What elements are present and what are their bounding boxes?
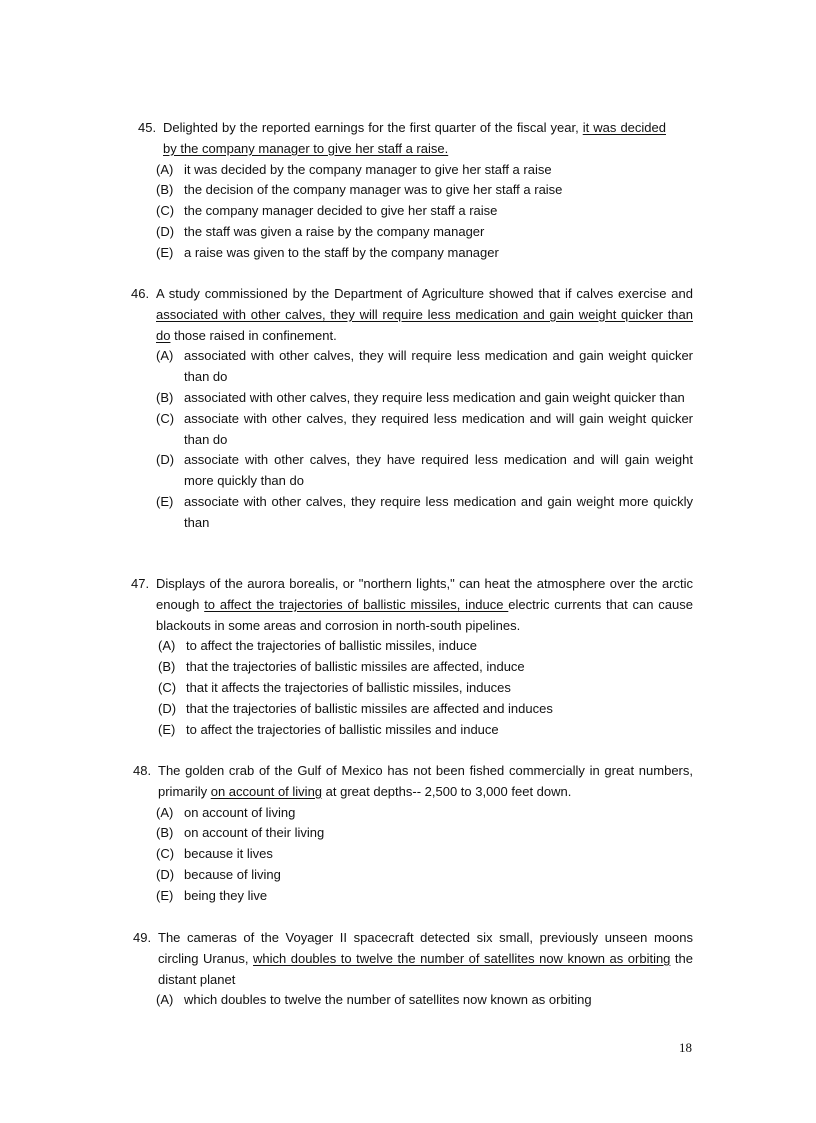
option-d: [156, 450, 693, 492]
question-48: [0, 761, 816, 907]
option-e: [156, 492, 693, 534]
options-list: [156, 346, 693, 533]
option-b: [156, 823, 693, 844]
option-letter: (E): [158, 721, 176, 737]
page-number: 18: [679, 1040, 692, 1055]
option-letter: (A): [156, 992, 174, 1008]
option-letter: (D): [156, 866, 175, 882]
stem-after: the distant planet: [158, 950, 694, 987]
stem-after: electric currents that can cause blackouts in some areas and corrosion in north-south pipelines.: [156, 596, 693, 633]
option-text: because of living: [184, 866, 281, 882]
stem-before: The cameras of the Voyager II spacecraft detected six small, previously unseen moons circling Uranus,: [158, 930, 693, 966]
stem-underlined: on account of living: [210, 783, 323, 799]
option-a: [156, 346, 693, 388]
stem-before: Displays of the aurora borealis, or "northern lights," can heat the atmosphere over the arctic enough: [156, 576, 693, 612]
option-e: [156, 243, 686, 264]
option-b: [158, 657, 693, 678]
option-letter: (B): [156, 825, 174, 841]
option-letter: (D): [156, 223, 175, 239]
question-49: [0, 928, 816, 1011]
option-text: the company manager decided to give her staff a raise: [184, 203, 498, 219]
option-text: associate with other calves, they have required less medication and will gain weight more quickly than do: [184, 452, 693, 489]
stem-underlined: it was decided by the company manager to give her staff a raise.: [163, 120, 666, 156]
option-text: the staff was given a raise by the company manager: [184, 223, 485, 239]
option-letter: (B): [156, 389, 174, 405]
stem-underlined: associated with other calves, they will require less medication and gain weight quicker than do: [156, 306, 693, 343]
option-text: associate with other calves, they required less medication and will gain weight quicker than do: [184, 410, 693, 447]
option-c: [158, 678, 693, 699]
question-number: 47.: [131, 576, 150, 591]
option-letter: (C): [156, 410, 175, 426]
option-d: [156, 865, 693, 886]
option-text: to affect the trajectories of ballistic missiles and induce: [186, 721, 499, 737]
option-letter: (D): [158, 700, 177, 716]
option-a: [156, 803, 693, 824]
option-b: [156, 180, 686, 201]
option-letter: (D): [156, 452, 175, 468]
option-letter: (C): [156, 203, 175, 219]
option-c: [156, 844, 693, 865]
stem-before: A study commissioned by the Department of Agriculture showed that if calves exercise and: [156, 286, 693, 301]
option-c: [156, 201, 686, 222]
option-d: [156, 222, 686, 243]
option-text: associated with other calves, they require less medication and gain weight quicker than: [184, 389, 685, 405]
options-list: [156, 160, 686, 264]
stem-before: Delighted by the reported earnings for the first quarter of the fiscal year,: [163, 120, 583, 135]
option-a: [158, 636, 693, 657]
stem-underlined: to affect the trajectories of ballistic missiles, induce: [204, 596, 509, 612]
stem-text: [131, 574, 693, 636]
option-letter: (E): [156, 244, 174, 260]
stem-before: The golden crab of the Gulf of Mexico has not been fished commercially in great numbers, primarily: [158, 763, 693, 799]
option-text: being they live: [184, 887, 268, 903]
option-text: on account of living: [184, 804, 296, 820]
option-e: [156, 886, 693, 907]
question-stem: [133, 761, 693, 803]
option-a: [156, 990, 693, 1011]
option-e: [158, 720, 693, 741]
question-stem: [131, 574, 693, 636]
question-number: 49.: [133, 930, 152, 945]
stem-after: at great depths-- 2,500 to 3,000 feet down.: [322, 783, 572, 799]
stem-after: those raised in confinement.: [170, 327, 337, 343]
stem-text: [138, 118, 666, 160]
option-letter: (A): [156, 348, 174, 364]
option-letter: (A): [156, 161, 174, 177]
option-text: a raise was given to the staff by the company manager: [184, 244, 499, 260]
option-letter: (B): [158, 659, 176, 675]
stem-text: [133, 928, 693, 990]
question-number: 45.: [138, 120, 157, 135]
option-letter: (C): [158, 679, 177, 695]
stem-text: [133, 761, 693, 803]
question-45: [0, 118, 816, 264]
options-list: [156, 803, 693, 907]
option-letter: (A): [158, 638, 176, 654]
options-list: [156, 990, 693, 1011]
options-list: [158, 636, 693, 740]
option-text: because it lives: [184, 846, 273, 862]
option-text: that the trajectories of ballistic missiles are affected and induces: [186, 700, 553, 716]
question-stem: [133, 928, 693, 990]
option-a: [156, 160, 686, 181]
question-46: [0, 284, 816, 534]
option-text: associate with other calves, they require less medication and gain weight more quickly than: [184, 493, 693, 530]
option-text: the decision of the company manager was to give her staff a raise: [184, 182, 563, 198]
option-text: which doubles to twelve the number of satellites now known as orbiting: [184, 992, 592, 1008]
option-letter: (E): [156, 493, 174, 509]
option-c: [156, 409, 693, 451]
option-text: it was decided by the company manager to give her staff a raise: [184, 161, 552, 177]
question-number: 48.: [133, 763, 152, 778]
option-text: that it affects the trajectories of ballistic missiles, induces: [186, 679, 511, 695]
option-letter: (A): [156, 804, 174, 820]
question-stem: [138, 118, 666, 160]
option-text: to affect the trajectories of ballistic missiles, induce: [186, 638, 477, 654]
question-stem: [131, 284, 693, 346]
option-letter: (C): [156, 846, 175, 862]
option-d: [158, 699, 693, 720]
option-text: associated with other calves, they will require less medication and gain weight quicker than do: [184, 348, 693, 385]
option-letter: (B): [156, 182, 174, 198]
stem-underlined: which doubles to twelve the number of satellites now known as orbiting: [253, 950, 671, 966]
option-text: on account of their living: [184, 825, 325, 841]
option-letter: (E): [156, 887, 174, 903]
stem-text: [131, 284, 693, 346]
question-47: [0, 574, 816, 740]
option-b: [156, 388, 693, 409]
option-text: that the trajectories of ballistic missiles are affected, induce: [186, 659, 525, 675]
question-number: 46.: [131, 286, 150, 301]
